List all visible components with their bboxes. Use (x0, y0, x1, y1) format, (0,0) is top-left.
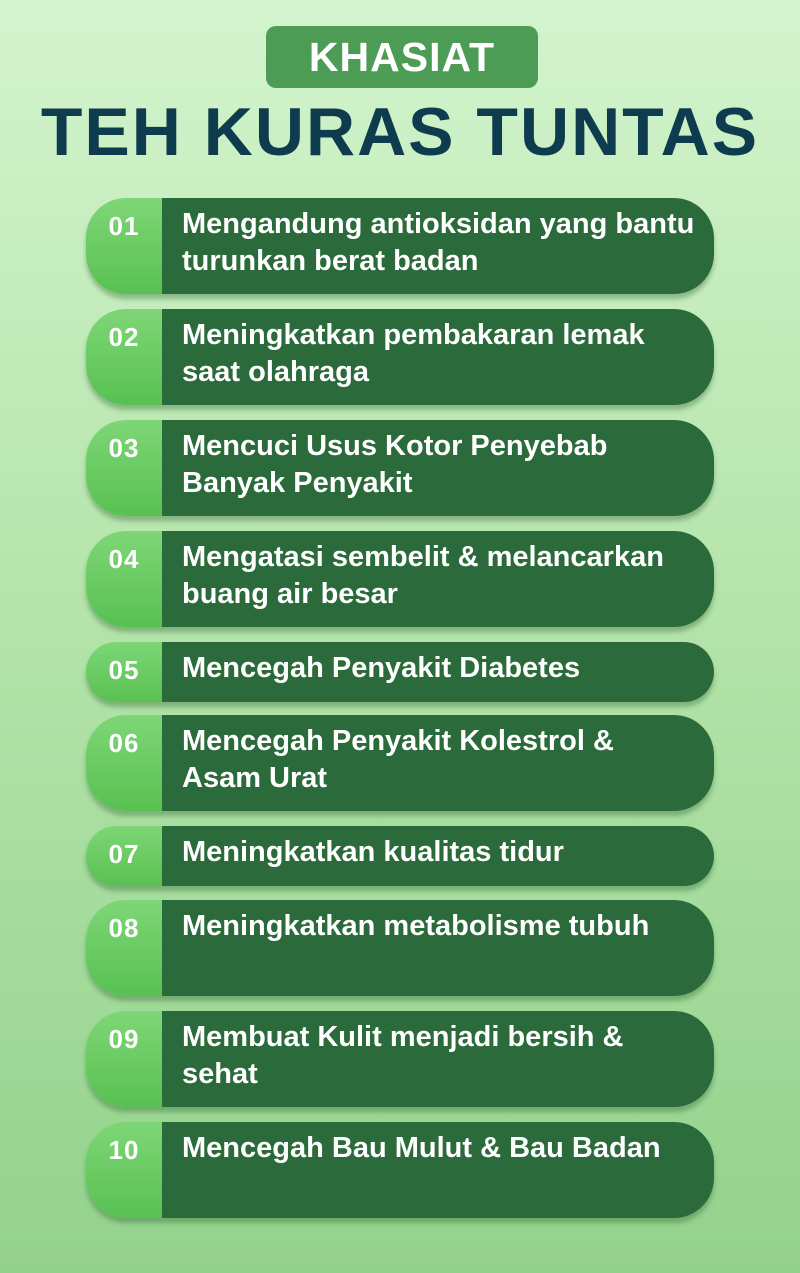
item-number: 08 (86, 900, 162, 996)
header-badge: KHASIAT (266, 26, 538, 88)
item-number: 01 (86, 198, 162, 294)
list-item (86, 900, 714, 996)
item-number: 03 (86, 420, 162, 516)
list-item (86, 309, 714, 405)
list-item (86, 1122, 714, 1218)
page-title: TEH KURAS TUNTAS (40, 94, 760, 170)
list-item (86, 826, 714, 886)
item-number: 07 (86, 826, 162, 886)
item-text: Meningkatkan metabolisme tubuh (162, 900, 714, 996)
item-text: Mencegah Bau Mulut & Bau Badan (162, 1122, 714, 1218)
item-number: 09 (86, 1011, 162, 1107)
list-item (86, 1011, 714, 1107)
item-text: Mengandung antioksidan yang bantu turunkan berat badan (162, 198, 714, 294)
item-text: Meningkatkan pembakaran lemak saat olahraga (162, 309, 714, 405)
list-item (86, 531, 714, 627)
list-item (86, 420, 714, 516)
item-number: 05 (86, 642, 162, 702)
item-text: Mencegah Penyakit Kolestrol & Asam Urat (162, 715, 714, 811)
item-text: Mencegah Penyakit Diabetes (162, 642, 714, 702)
item-number: 02 (86, 309, 162, 405)
list-item (86, 642, 714, 702)
item-number: 06 (86, 715, 162, 811)
list-item (86, 715, 714, 811)
list-item (86, 198, 714, 294)
item-text: Mengatasi sembelit & melancarkan buang air besar (162, 531, 714, 627)
item-number: 04 (86, 531, 162, 627)
item-text: Mencuci Usus Kotor Penyebab Banyak Penyakit (162, 420, 714, 516)
item-text: Membuat Kulit menjadi bersih & sehat (162, 1011, 714, 1107)
item-number: 10 (86, 1122, 162, 1218)
item-text: Meningkatkan kualitas tidur (162, 826, 714, 886)
